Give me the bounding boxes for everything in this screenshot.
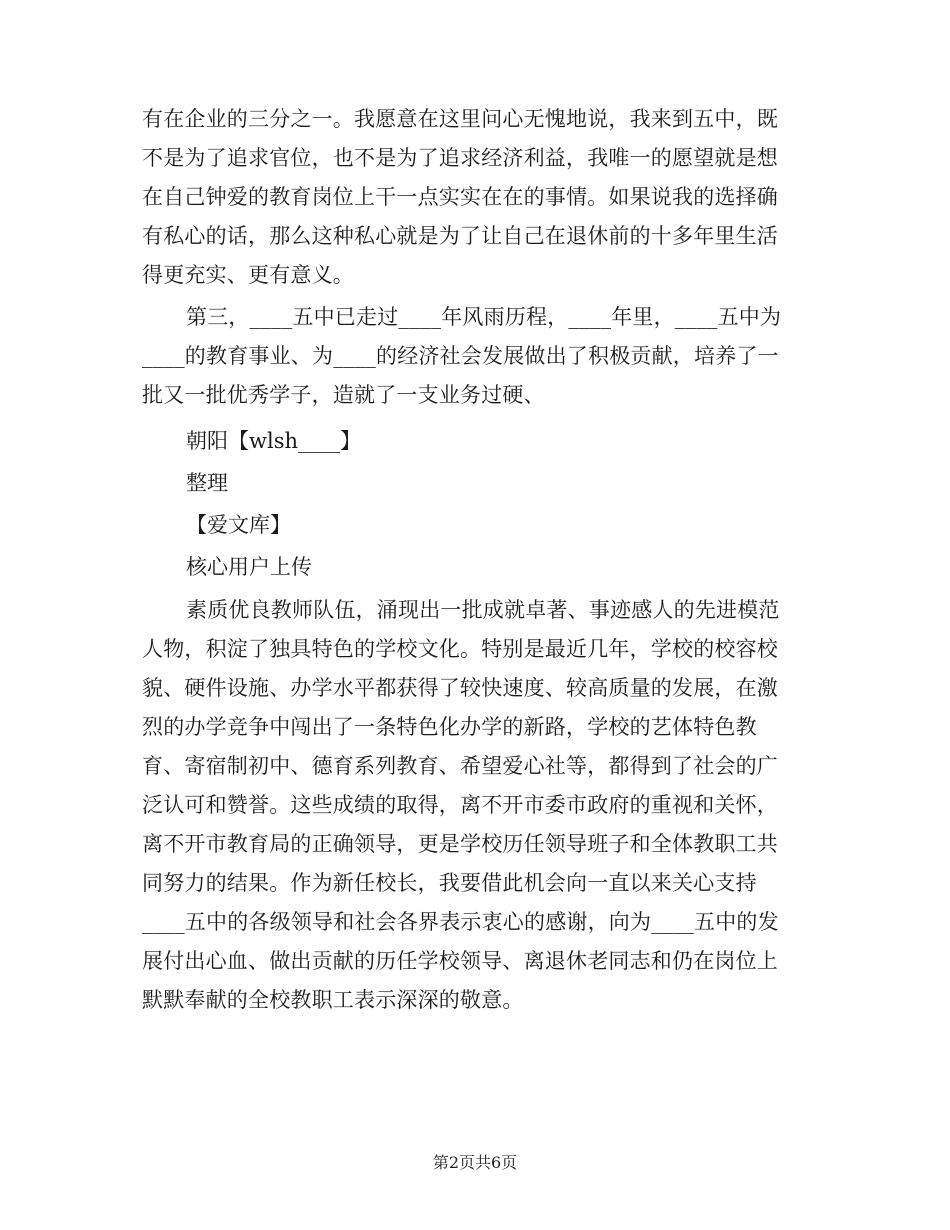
source-line: 朝阳【wlsh____】 [186, 429, 361, 453]
text-line: 泛认可和赞誉。这些成绩的取得，离不开市委市政府的重视和关怀， [142, 793, 778, 817]
text-line: 烈的办学竞争中闯出了一条特色化办学的新路，学校的艺体特色教 [142, 715, 757, 739]
text-line: 人物，积淀了独具特色的学校文化。特别是最近几年，学校的校容校 [142, 637, 778, 661]
text-line: 有私心的话，那么这种私心就是为了让自己在退休前的十多年里生活 [142, 224, 778, 248]
source-note [142, 420, 802, 588]
text-line: 育、寄宿制初中、德育系列教育、希望爱心社等，都得到了社会的广 [142, 754, 778, 778]
text-line: 展付出心血、做出贡献的历任学校领导、离退休老同志和仍在岗位上 [142, 949, 778, 973]
source-line: 【爱文库】 [186, 513, 291, 537]
text-line: 批又一批优秀学子，造就了一支业务过硬、 [142, 383, 545, 407]
text-line: 同努力的结果。作为新任校长，我要借此机会向一直以来关心支持 [142, 871, 757, 895]
paragraph-1 [142, 100, 802, 295]
page-number: 第2页共6页 [432, 1153, 518, 1172]
paragraph-2 [142, 298, 802, 415]
text-line: 有在企业的三分之一。我愿意在这里问心无愧地说，我来到五中，既 [142, 107, 778, 131]
document-body [142, 100, 802, 1020]
source-line: 整理 [186, 471, 228, 495]
text-line: 得更充实、更有意义。 [142, 263, 354, 287]
paragraph-3 [142, 591, 802, 1020]
text-line: ____的教育事业、为____的经济社会发展做出了积极贡献，培养了一 [142, 344, 779, 368]
text-line: 第三，____五中已走过____年风雨历程，____年里，____五中为 [186, 305, 782, 329]
text-line: ____五中的各级领导和社会各界表示衷心的感谢，向为____五中的发 [142, 910, 779, 934]
text-line: 不是为了追求官位，也不是为了追求经济利益，我唯一的愿望就是想 [142, 146, 778, 170]
text-line: 素质优良教师队伍，涌现出一批成就卓著、事迹感人的先进模范 [186, 598, 780, 622]
text-line: 默默奉献的全校教职工表示深深的敬意。 [142, 988, 524, 1012]
text-line: 离不开市教育局的正确领导，更是学校历任领导班子和全体教职工共 [142, 832, 778, 856]
source-line: 核心用户上传 [186, 555, 312, 579]
text-line: 在自己钟爱的教育岗位上干一点实实在在的事情。如果说我的选择确 [142, 185, 778, 209]
text-line: 貌、硬件设施、办学水平都获得了较快速度、较高质量的发展，在激 [142, 676, 778, 700]
